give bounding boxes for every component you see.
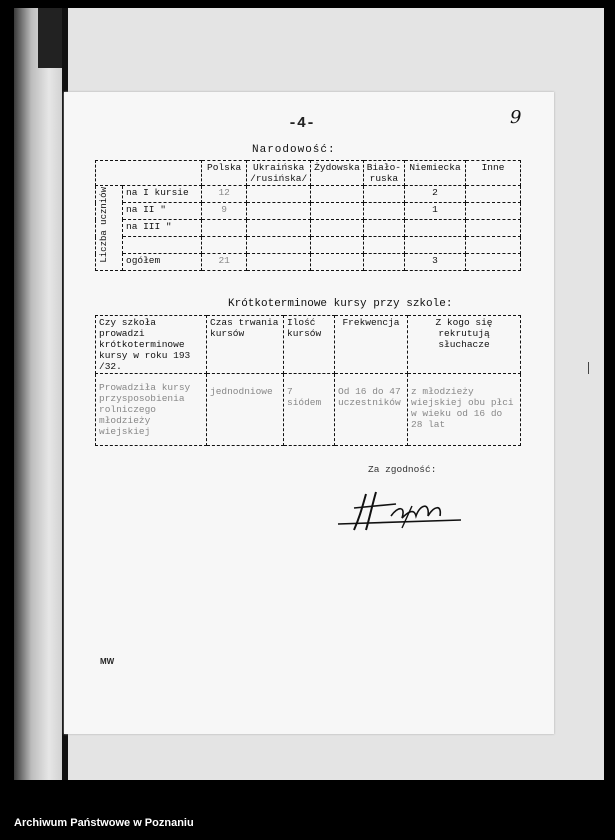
column-header: Polska — [202, 161, 247, 186]
courses-heading: Krótkoterminowe kursy przy szkole: — [228, 298, 453, 310]
table-row — [96, 254, 521, 271]
table-cell — [311, 254, 364, 271]
table-cell — [202, 220, 247, 237]
stamp-initials: MW — [100, 657, 115, 666]
table-cell: 7 siódem — [284, 374, 335, 446]
table-cell — [363, 203, 404, 220]
page-number: 9 — [510, 107, 522, 128]
row-label — [123, 237, 202, 254]
table-row — [96, 374, 521, 446]
table-cell — [466, 254, 521, 271]
table-row — [96, 237, 521, 254]
table-cell — [466, 186, 521, 203]
table-cell: Od 16 do 47 uczestników — [335, 374, 408, 446]
column-header: Frekwencja — [335, 316, 408, 374]
table-cell — [311, 220, 364, 237]
table-cell: Prowadziła kursy przysposobienia rolniczego młodzieży wiejskiej — [96, 374, 207, 446]
table-cell — [363, 186, 404, 203]
table-cell — [311, 203, 364, 220]
table-cell — [247, 220, 311, 237]
row-label: na I kursie — [123, 186, 202, 203]
column-header: Biało-ruska — [363, 161, 404, 186]
column-header: Inne — [466, 161, 521, 186]
row-label: ogółem — [123, 254, 202, 271]
table-cell: 21 — [202, 254, 247, 271]
empty-header-cell — [96, 161, 202, 186]
left-binding-shadow — [38, 8, 64, 68]
table-cell — [363, 220, 404, 237]
table-cell — [311, 186, 364, 203]
handwritten-signature — [336, 486, 466, 536]
table-cell: z młodzieży wiejskiej obu płci w wieku od 16 do 28 lat — [408, 374, 521, 446]
table-row — [96, 220, 521, 237]
table-cell: jednodniowe — [207, 374, 284, 446]
table-cell: 3 — [405, 254, 466, 271]
column-header: Z kogo się rekrutują słuchacze — [408, 316, 521, 374]
row-group-cell — [96, 186, 123, 271]
table-cell: 9 — [202, 203, 247, 220]
margin-mark — [588, 362, 594, 374]
table-row — [96, 186, 521, 203]
table-cell — [247, 203, 311, 220]
column-header: Czy szkoła prowadzi krótkoterminowe kursy w roku 193 /32. — [96, 316, 207, 374]
column-header: Ukraińska /rusińska/ — [247, 161, 311, 186]
column-header: Niemiecka — [405, 161, 466, 186]
table-cell: 2 — [405, 186, 466, 203]
column-header: Żydowska — [311, 161, 364, 186]
column-header: Czas trwania kursów — [207, 316, 284, 374]
left-binding-strip — [14, 8, 64, 780]
archive-footer: Archiwum Państwowe w Poznaniu — [14, 817, 194, 829]
table-cell — [466, 203, 521, 220]
courses-table — [95, 315, 521, 446]
table-cell — [466, 220, 521, 237]
row-label: na III " — [123, 220, 202, 237]
table-cell — [202, 237, 247, 254]
table-row — [96, 203, 521, 220]
table-cell — [247, 186, 311, 203]
table-cell — [363, 237, 404, 254]
table-cell — [363, 254, 404, 271]
table-cell — [247, 254, 311, 271]
top-mark: -4- — [288, 115, 316, 132]
table-cell — [247, 237, 311, 254]
column-header: Ilość kursów — [284, 316, 335, 374]
table-cell — [405, 237, 466, 254]
table-cell: 1 — [405, 203, 466, 220]
row-label: na II " — [123, 203, 202, 220]
table-cell: 12 — [202, 186, 247, 203]
table-cell — [311, 237, 364, 254]
table-row — [96, 161, 521, 186]
nationality-table — [95, 160, 521, 271]
table-cell — [405, 220, 466, 237]
row-group-label: Liczba uczniów — [99, 187, 109, 263]
table-row — [96, 316, 521, 374]
nationality-heading: Narodowość: — [252, 144, 336, 156]
conformity-label: Za zgodność: — [368, 464, 437, 475]
table-cell — [466, 237, 521, 254]
